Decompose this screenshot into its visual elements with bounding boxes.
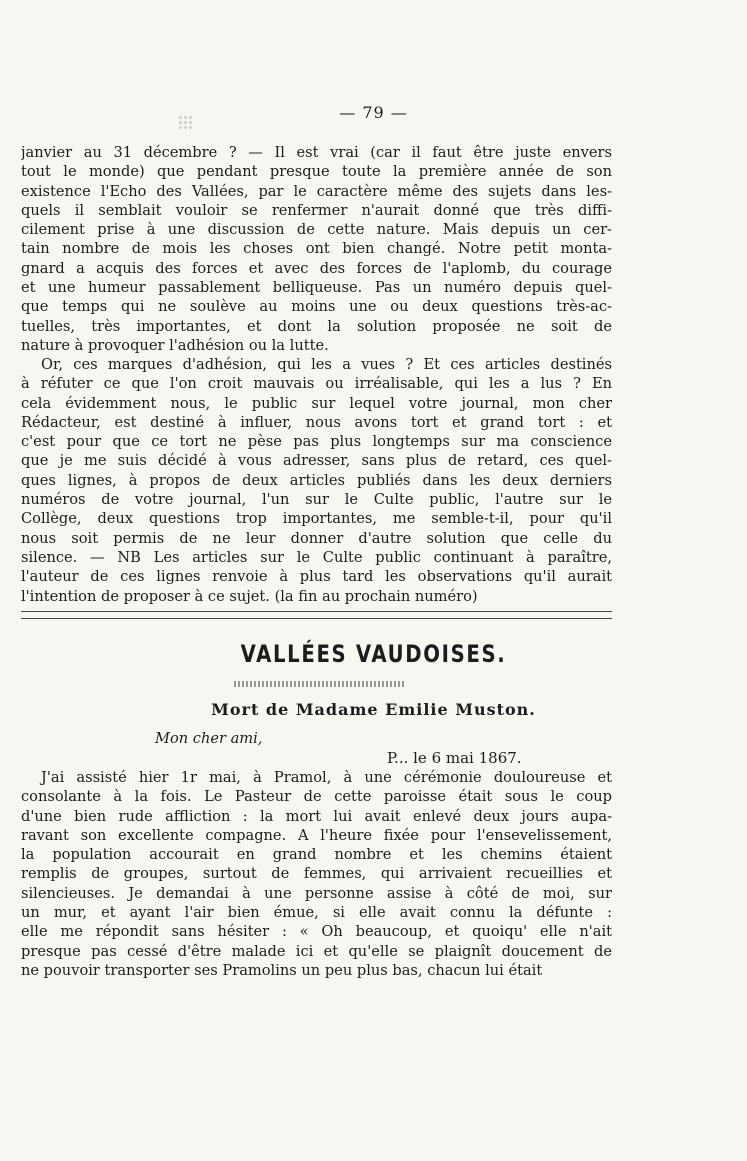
text-line: que je me suis décidé à vous adresser, sans plus de retard, ces quel- [21,452,612,470]
text-line: silencieuses. Je demandai à une personne assise à côté de moi, sur [21,884,612,902]
text-line: que temps qui ne soulève au moins une ou deux questions très-ac- [21,298,612,316]
text-line: Collège, deux questions trop importantes, me semble-t-il, pour qu'il [21,510,612,528]
text-line: silence. — NB Les articles sur le Culte public continuant à paraître, [21,548,612,566]
text-line: ne pouvoir transporter ses Pramolins un peu plus bas, chacun lui était [21,961,543,979]
text-line: gnard a acquis des forces et avec des forces de l'aplomb, du courage [21,259,612,277]
text-line: à réfuter ce que l'on croit mauvais ou irréalisable, qui les a lus ? En [21,375,612,393]
text-line: nature à provoquer l'adhésion ou la lutte. [21,336,329,354]
text-line: un mur, et ayant l'air bien émue, si elle avait connu la défunte : [21,904,612,922]
text-line: l'intention de proposer à ce sujet. (la fin au prochain numéro) [21,587,478,605]
text-line: nous soit permis de ne leur donner d'autre solution que celle du [21,529,612,547]
paragraph-1 [21,143,612,355]
text-line: la population accourait en grand nombre et les chemins étaient [21,846,612,864]
text-line: J'ai assisté hier 1r mai, à Pramol, à une cérémonie douloureuse et [41,769,612,786]
section-title: VALLÉES VAUDOISES. [240,640,507,668]
text-line: elle me répondit sans hésiter : « Oh beaucoup, et quoiqu' elle n'ait [21,923,612,941]
paragraph-3 [21,768,612,980]
text-line: d'une bien rude affliction : la mort lui avait enlevé deux jours aupa- [21,807,612,825]
text-line: cela évidemment nous, le public sur lequel votre journal, mon cher [21,394,612,412]
text-line: ravant son excellente compagne. A l'heure fixée pour l'ensevelissement, [21,826,612,844]
page-number: — 79 — [339,103,408,122]
text-line: cilement prise à une discussion de cette nature. Mais depuis un cer- [21,221,612,239]
salutation: Mon cher ami, [155,730,263,747]
text-line: consolante à la fois. Le Pasteur de cette paroisse était sous le coup [21,788,612,806]
decorative-wavy-rule [234,681,404,687]
text-line: tain nombre de mois les choses ont bien changé. Notre petit monta- [21,240,612,258]
article-subtitle: Mort de Madame Emilie Muston. [211,700,536,719]
text-line: et une humeur passablement belliqueuse. Pas un numéro depuis quel- [21,279,612,297]
text-line: l'auteur de ces lignes renvoie à plus tard les observations qu'il aurait [21,568,612,586]
text-line: remplis de groupes, surtout de femmes, qui arrivaient recueillies et [21,865,612,883]
text-line: tout le monde) que pendant presque toute la première année de son [21,163,612,181]
paragraph-2 [21,355,612,606]
text-line: Or, ces marques d'adhésion, qui les a vues ? Et ces articles destinés [41,356,612,373]
text-line: c'est pour que ce tort ne pèse pas plus longtemps sur ma conscience [21,433,612,451]
text-line: existence l'Echo des Vallées, par le caractère même des sujets dans les- [21,182,612,200]
text-line: numéros de votre journal, l'un sur le Culte public, l'autre sur le [21,491,612,509]
text-line: quels il semblait vouloir se renfermer n'aurait donné que très diffi- [21,201,612,219]
dateline: P... le 6 mai 1867. [387,749,522,767]
text-line: Rédacteur, est destiné à influer, nous avons tort et grand tort : et [21,413,612,431]
text-line: janvier au 31 décembre ? — Il est vrai (car il faut être juste envers [21,144,612,161]
text-line: tuelles, très importantes, et dont la solution proposée ne soit de [21,317,612,335]
text-line: presque pas cessé d'être malade ici et qu'elle se plaignît doucement de [21,942,612,960]
section-divider [21,611,612,619]
text-line: ques lignes, à propos de deux articles publiés dans les deux derniers [21,471,612,489]
